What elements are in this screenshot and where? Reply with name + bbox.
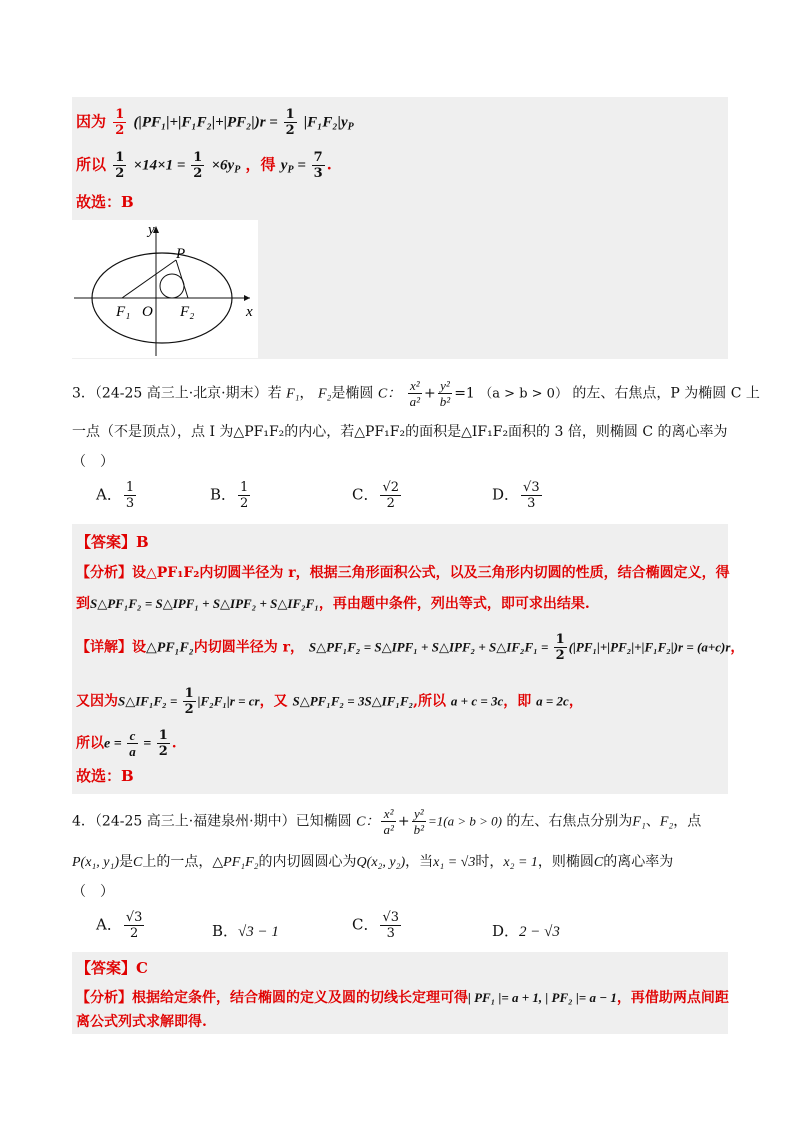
q4-option-c[interactable]: C． $\frac{√3}{3}$ [352,910,400,941]
label-x: x [246,304,253,320]
q3-analysis-1: 【分析】设△PF₁F₂内切圆半径为 r，根据三角形面积公式，以及三角形内切圆的性质，结合椭圆定义，得 [76,565,730,581]
ellipse-diagram [72,220,258,358]
prev-solution-line-2: 所以 $\frac{1}{2}$ ×14×1 = $\frac{1}{2}$ $\times 6y_P$ ，得 $y_P$ = $\frac{7}{3}$ . [76,150,332,181]
q4-option-a[interactable]: A． $\frac{√3}{2}$ [96,910,143,941]
q3-blank: （ ） [72,454,114,470]
q3-line-1: 3．（24-25 高三上·北京·期末）若 F₁， F₂是椭圆 C： $\frac{\text{x²}}{\text{a²}}$ + $\frac{\text{y²}}{\text{b²}}$ =1 （a > b > 0） 的左、右焦点，P 为椭圆 C 上 [72,378,760,409]
q3-analysis-2: 到S△PF₁F₂ = S△IPF₁ + S△IPF₂ + S△IF₂F₁，再由题中条件，列出等式，即可求出结果. [76,596,590,612]
q3-option-a[interactable]: A． $\frac{1}{3}$ [96,480,135,511]
segment-pf1 [122,260,176,298]
ellipse-figure [72,220,258,358]
q4-option-b[interactable]: B．√3 − 1 [212,922,279,940]
q3-detail-3: 所以e = $\frac{c}{a}$ = $\frac{1}{2}$ . [76,728,177,759]
q4-option-d[interactable]: D．2 − √3 [492,922,560,940]
q3-option-d[interactable]: D． $\frac{√3}{3}$ [492,480,540,511]
prev-solution-line-1: 因为 $\frac{1}{2}$ (|PF₁|+|F₁F₂|+|PF₂|)r = $\frac{1}{2}$ $|F_1F_2|y_P$ [76,107,354,138]
q4-blank: （ ） [72,884,114,900]
q3-answer: 【答案】B [76,533,149,551]
q4-line-2: P(x₁, y₁)是C上的一点，△PF₁F₂的内切圆圆心为Q(x₂, y₂)，当x₁ = √3时，x₂ = 1，则椭圆C的离心率为 [72,854,674,870]
q3-detail-1: 【详解】设△PF₁F₂内切圆半径为 r， S△PF₁F₂ = S△IPF₁ + S△IPF₂ + S△IF₂F₁ = $\frac{1}{2}$ (|PF₁|+|PF₂|+|F₁F₂|)r = (a+c)r， [76,632,745,663]
incircle [160,274,184,298]
q4-analysis-1: 【分析】根据给定条件，结合椭圆的定义及圆的切线长定理可得| PF₁ |= a + 1, | PF₂ |= a − 1，再借助两点间距 [76,990,729,1006]
label-y: y [148,222,155,238]
q4-line-1: 4．（24-25 高三上·福建泉州·期中）已知椭圆 C： $\frac{\text{x²}}{\text{a²}}$ + $\frac{\text{y²}}{\text{b²}}$ =1(a > b > 0) 的左、右焦点分别为F₁、F₂，点 [72,806,702,837]
q3-line-2: 一点（不是顶点），点 I 为△PF₁F₂的内心，若△PF₁F₂的面积是△IF₁F₂面积的 3 倍，则椭圆 C 的离心率为 [72,424,728,440]
q4-analysis-2: 离公式列式求解即得. [76,1014,207,1030]
prev-answer: 故选：B [76,193,134,211]
x-axis-arrow [244,295,250,301]
label-f2: F₂ [180,304,195,320]
q4-answer: 【答案】C [76,959,148,977]
label-f1: F₁ [116,304,131,320]
q3-detail-2: 又因为S△IF₁F₂ = $\frac{1}{2}$ |F₂F₁|r = cr，又 S△PF₁F₂ = 3S△IF₁F₂,所以 a + c = 3c，即 a = 2c， [76,686,583,717]
label-o: O [142,304,153,320]
q3-final-answer: 故选：B [76,767,134,785]
label-p: P [176,246,186,262]
q3-option-c[interactable]: C． $\frac{√2}{2}$ [352,480,400,511]
q3-option-b[interactable]: B． $\frac{1}{2}$ [210,480,249,511]
